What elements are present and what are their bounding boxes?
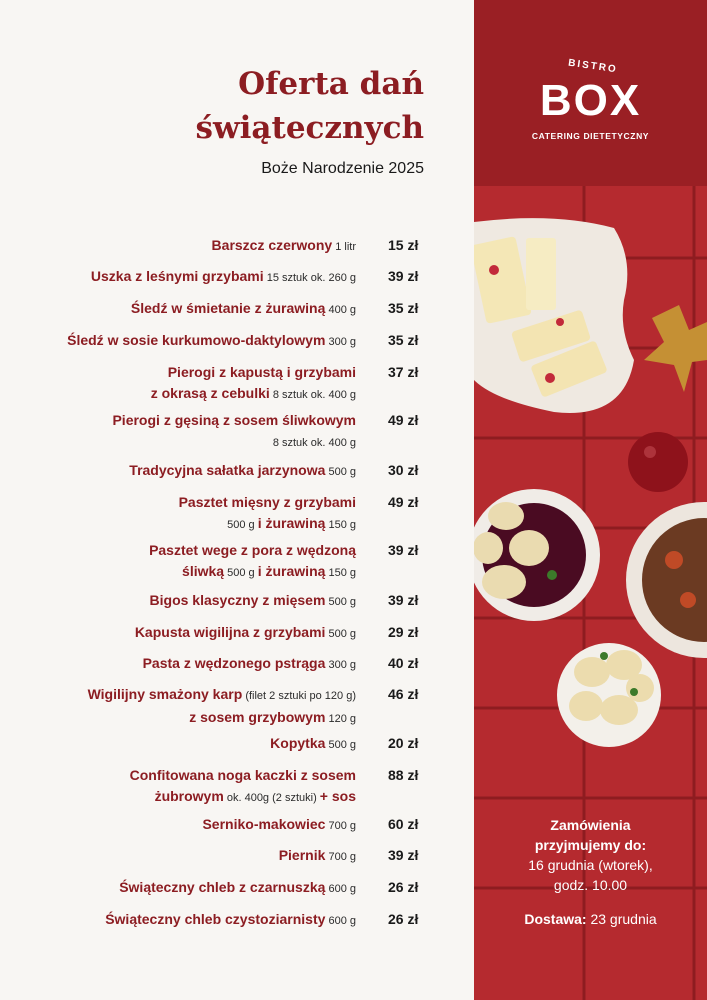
dish-quantity: 150 g: [325, 567, 356, 579]
dish-name: Pierogi z kapustą i grzybami: [167, 364, 356, 380]
dish-quantity: ok. 400g (2 sztuki): [223, 792, 320, 804]
dish-name: Świąteczny chleb z czarnuszką: [119, 879, 326, 895]
menu-item-line: [151, 362, 356, 383]
menu-item: [270, 733, 356, 756]
menu-item: [105, 909, 356, 932]
dish-name: Śledź w sosie kurkumowo-daktylowym: [67, 332, 326, 348]
order-time: godz. 10.00: [553, 877, 628, 893]
dish-name: żubrowym: [154, 788, 224, 804]
menu-item: [212, 235, 356, 258]
dish-quantity: 500 g: [224, 567, 258, 579]
delivery-label: Dostawa:: [524, 911, 587, 927]
dish-name: Piernik: [278, 847, 326, 863]
dish-price: 39 zł: [388, 592, 419, 608]
menu-item: [149, 540, 356, 584]
menu-item-line: [112, 431, 356, 454]
dish-price: 29 zł: [388, 624, 419, 640]
menu-item-line: [130, 786, 356, 809]
menu-item-line: [88, 707, 356, 730]
delivery-info: [474, 911, 707, 927]
page-subtitle: Boże Narodzenie 2025: [261, 160, 424, 177]
menu-item: [143, 653, 356, 676]
menu-item: [129, 460, 356, 483]
dish-price: 39 zł: [388, 847, 419, 863]
dish-quantity: 500 g: [325, 739, 356, 751]
borscht-bowl: [474, 489, 600, 621]
dish-name: Kopytka: [270, 735, 326, 751]
dish-name: + sos: [319, 788, 356, 804]
dish-quantity: 500 g: [325, 596, 356, 608]
dish-name: Pasztet mięsny z grzybami: [178, 494, 356, 510]
menu-item-line: [179, 492, 356, 513]
menu-item-line: [119, 877, 356, 900]
dish-quantity: 400 g: [325, 304, 356, 316]
menu-item-line: [130, 765, 356, 786]
dish-price: 40 zł: [388, 655, 419, 671]
photo-panel: [474, 0, 707, 1000]
dish-name: z sosem grzybowym: [189, 709, 326, 725]
dish-quantity: 150 g: [325, 519, 356, 531]
dish-name: Śledź w śmietanie z żurawiną: [130, 300, 326, 316]
order-date: 16 grudnia (wtorek),: [528, 857, 653, 873]
dish-price: 37 zł: [388, 364, 419, 380]
dish-name: Wigilijny smażony karp: [87, 686, 243, 702]
dish-quantity: 120 g: [325, 713, 356, 725]
dish-quantity: 500 g: [325, 628, 356, 640]
menu-item-line: [179, 513, 356, 536]
dish-price: 20 zł: [388, 735, 419, 751]
dish-price: 35 zł: [388, 300, 419, 316]
menu-item-line: [135, 622, 356, 645]
menu-item: [112, 410, 356, 454]
dish-price: 49 zł: [388, 412, 419, 428]
dish-quantity: 500 g: [325, 466, 356, 478]
logo-box-text: BOX: [539, 76, 642, 125]
dish-name: Barszcz czerwony: [211, 237, 333, 253]
dish-name: Bigos klasyczny z mięsem: [149, 592, 326, 608]
dish-quantity: 600 g: [325, 883, 356, 895]
dish-name: z okrasą z cebulki: [150, 385, 270, 401]
dish-name: Pasztet wege z pora z wędzoną: [149, 542, 356, 558]
page-title: [104, 62, 424, 150]
menu-item-line: [67, 330, 356, 353]
dish-name: Confitowana noga kaczki z sosem: [129, 767, 356, 783]
menu-item: [91, 266, 356, 289]
bauble-ornament: [628, 432, 688, 492]
menu-item: [67, 330, 356, 353]
dish-quantity: 700 g: [325, 851, 356, 863]
dish-quantity: 8 sztuk ok. 400 g: [269, 389, 356, 401]
dish-price: 26 zł: [388, 879, 419, 895]
menu-item-line: [202, 814, 356, 837]
menu-item-line: [131, 298, 356, 321]
title-line-1: Oferta dań: [238, 66, 424, 102]
menu-item: [130, 765, 356, 809]
menu-item-line: [143, 653, 356, 676]
dish-price: 46 zł: [388, 686, 419, 702]
menu-item-line: [150, 590, 356, 613]
dish-quantity: 300 g: [325, 336, 356, 348]
dish-quantity: 15 sztuk ok. 260 g: [263, 272, 356, 284]
dish-name: śliwką: [182, 563, 225, 579]
dish-name: i żurawiną: [257, 515, 326, 531]
dish-quantity: 600 g: [325, 915, 356, 927]
menu-item-line: [91, 266, 356, 289]
menu-item-line: [279, 845, 356, 868]
dish-price: 49 zł: [388, 494, 419, 510]
menu-item: [202, 814, 356, 837]
dish-name: Kapusta wigilijna z grzybami: [134, 624, 326, 640]
dumplings-bowl: [557, 643, 661, 747]
dish-name: Świąteczny chleb czystoziarnisty: [105, 911, 326, 927]
menu-item: [151, 362, 356, 406]
dish-quantity: 300 g: [325, 659, 356, 671]
dish-price: 30 zł: [388, 462, 419, 478]
dish-price: 15 zł: [388, 237, 419, 253]
dish-price: 39 zł: [388, 542, 419, 558]
menu-item: [135, 622, 356, 645]
dish-quantity: 1 litr: [332, 241, 356, 253]
title-line-2: świątecznych: [195, 110, 424, 146]
menu-item: [150, 590, 356, 613]
dish-name: Uszka z leśnymi grzybami: [90, 268, 264, 284]
bistro-box-logo: [474, 57, 707, 141]
delivery-date: 23 grudnia: [586, 911, 657, 927]
dish-quantity: (filet 2 sztuki po 120 g): [242, 690, 356, 702]
dish-quantity: 500 g: [227, 519, 258, 531]
menu-item-line: [212, 235, 356, 258]
order-heading-2: przyjmujemy do:: [534, 837, 647, 853]
dish-quantity: 700 g: [325, 820, 356, 832]
dish-price: 60 zł: [388, 816, 419, 832]
dish-name: Tradycyjna sałatka jarzynowa: [129, 462, 326, 478]
menu-item: [131, 298, 356, 321]
dish-name: Serniko-makowiec: [202, 816, 326, 832]
menu-item-line: [149, 540, 356, 561]
order-deadline: [474, 815, 707, 895]
dish-price: 35 zł: [388, 332, 419, 348]
order-heading-1: Zamówienia: [550, 817, 631, 833]
menu-item-line: [129, 460, 356, 483]
menu-item-line: [105, 909, 356, 932]
menu-item: [88, 684, 356, 730]
menu-item-line: [149, 561, 356, 584]
logo-tagline: CATERING DIETETYCZNY: [531, 131, 650, 141]
menu-item: [179, 492, 356, 536]
dish-price: 88 zł: [388, 767, 419, 783]
dish-price: 26 zł: [388, 911, 419, 927]
menu-item: [279, 845, 356, 868]
menu-item-line: [112, 410, 356, 431]
dish-name: i żurawiną: [257, 563, 326, 579]
dish-name: Pasta z wędzonego pstrąga: [142, 655, 326, 671]
logo-bistro-text: BISTRO: [567, 57, 619, 76]
menu-item-line: [270, 733, 356, 756]
dish-price: 39 zł: [388, 268, 419, 284]
menu-item: [119, 877, 356, 900]
cake-plate: [474, 218, 634, 413]
menu-item-line: [88, 684, 356, 707]
dish-name: Pierogi z gęsiną z sosem śliwkowym: [112, 412, 356, 428]
dish-quantity: 8 sztuk ok. 400 g: [272, 437, 356, 449]
menu-item-line: [151, 383, 356, 406]
